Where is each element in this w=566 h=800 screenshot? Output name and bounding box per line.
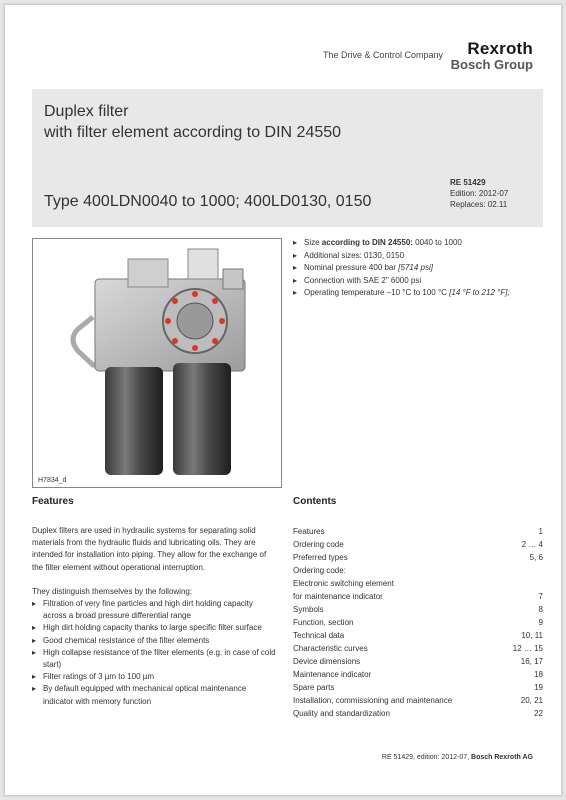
features-section bbox=[32, 525, 277, 708]
image-code: H7834_d bbox=[38, 477, 67, 484]
contents-table bbox=[293, 525, 543, 720]
contents-heading: Contents bbox=[293, 496, 337, 507]
brand-sub: Bosch Group bbox=[450, 57, 533, 72]
duplex-filter-illustration bbox=[33, 239, 281, 487]
spec-item: ▸ Connection with SAE 2" 6000 psi bbox=[293, 275, 553, 288]
replaces: Replaces: 02.11 bbox=[450, 200, 508, 209]
feature-item: ▸ High dirt holding capacity thanks to large specific filter surface bbox=[32, 622, 277, 634]
product-photo bbox=[32, 238, 282, 488]
contents-row[interactable]: Features 1 bbox=[293, 527, 543, 536]
re-number: RE 51429 bbox=[450, 178, 486, 187]
title-banner bbox=[32, 89, 543, 227]
title-line-1: Duplex filter bbox=[44, 103, 129, 120]
contents-row[interactable]: Technical data 10, 11 bbox=[293, 631, 543, 640]
spec-item: ▸ Nominal pressure 400 bar [5714 psi] bbox=[293, 262, 553, 275]
contents-row[interactable]: Preferred types 5, 6 bbox=[293, 553, 543, 562]
document-page bbox=[4, 4, 562, 796]
contents-row[interactable]: Device dimensions 16, 17 bbox=[293, 657, 543, 666]
contents-row[interactable]: Installation, commissioning and maintenance 20, 21 bbox=[293, 696, 543, 705]
contents-row[interactable]: Quality and standardization 22 bbox=[293, 709, 543, 718]
contents-row[interactable]: Characteristic curves 12 … 15 bbox=[293, 644, 543, 653]
brand-logo bbox=[451, 40, 533, 72]
page-footer: RE 51429, edition: 2012-07, Bosch Rexroth AG bbox=[381, 754, 533, 761]
contents-row[interactable]: Ordering code: bbox=[293, 566, 346, 575]
contents-row[interactable]: Ordering code 2 … 4 bbox=[293, 540, 543, 549]
feature-item: ▸ By default equipped with mechanical optical maintenance indicator with memory function bbox=[32, 683, 277, 707]
contents-row[interactable]: Symbols 8 bbox=[293, 605, 543, 614]
document-info bbox=[450, 177, 508, 210]
contents-row[interactable]: for maintenance indicator 7 bbox=[293, 592, 543, 601]
spec-item: ▸ Additional sizes: 0130, 0150 bbox=[293, 250, 553, 263]
spec-item: ▸ Operating temperature –10 °C to 100 °C [14 °F to 212 °F]; bbox=[293, 287, 553, 300]
contents-row[interactable]: Electronic switching element bbox=[293, 579, 394, 588]
type-line: Type 400LDN0040 to 1000; 400LD0130, 0150 bbox=[44, 193, 372, 210]
contents-row[interactable]: Maintenance indicator 18 bbox=[293, 670, 543, 679]
feature-item: ▸ Filter ratings of 3 µm to 100 µm bbox=[32, 671, 277, 683]
contents-row[interactable]: Function, section 9 bbox=[293, 618, 543, 627]
title-line-2: with filter element according to DIN 24550 bbox=[44, 124, 342, 141]
edition: Edition: 2012-07 bbox=[450, 189, 509, 198]
features-list bbox=[32, 598, 277, 708]
document-title bbox=[44, 101, 341, 143]
spec-item: ▸ Size according to DIN 24550: 0040 to 1000 bbox=[293, 237, 553, 250]
feature-item: ▸ High collapse resistance of the filter elements (e.g. in case of cold start) bbox=[32, 647, 277, 671]
feature-item: ▸ Good chemical resistance of the filter elements bbox=[32, 635, 277, 647]
feature-item: ▸ Filtration of very fine particles and high dirt holding capacity across a broad pressure differential range bbox=[32, 598, 277, 622]
company-tagline: The Drive & Control Company bbox=[322, 50, 443, 60]
brand-name: Rexroth bbox=[467, 39, 533, 58]
features-heading: Features bbox=[32, 496, 74, 507]
contents-row[interactable]: Spare parts 19 bbox=[293, 683, 543, 692]
features-intro: Duplex filters are used in hydraulic systems for separating solid materials from the hydraulic fluids and lubricating oils. They are intended for installation into piping. They allow for the exchange of the filter element without operational interruption. bbox=[32, 526, 267, 572]
features-distinguish: They distinguish themselves by the following: bbox=[32, 586, 193, 596]
spec-list bbox=[293, 237, 553, 300]
